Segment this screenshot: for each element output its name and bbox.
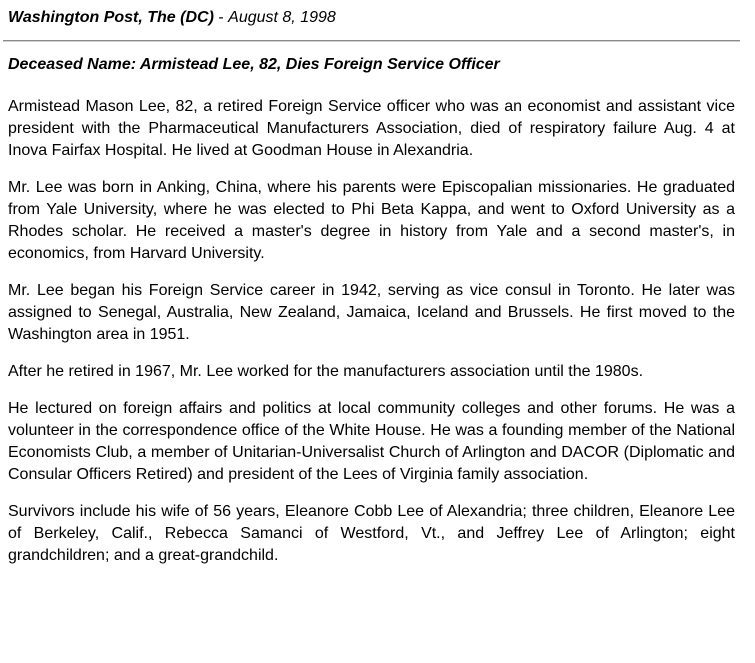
header-separator: - xyxy=(213,9,229,26)
header-divider xyxy=(3,40,740,42)
article-paragraph: After he retired in 1967, Mr. Lee worked for the manufacturers association until the 1980s. xyxy=(8,363,644,380)
article-paragraph: Armistead Mason Lee, 82, a retired Foreign Service officer who was an economist and assistant vice president with the Pharmaceutical Manufacturers Association, died of respiratory failure Aug. 4 at Inova Fairfax Hospital. He lived at Goodman House in Alexandria. xyxy=(8,98,735,159)
article-paragraph: Survivors include his wife of 56 years, Eleanore Cobb Lee of Alexandria; three children, Eleanore Lee of Berkeley, Calif., Rebecca Samanci of Westford, Vt., and Jeffrey Lee of Arlington; eight grandchildren; and a great-grandchild. xyxy=(8,503,735,564)
article-body xyxy=(8,96,735,582)
article-paragraph: He lectured on foreign affairs and politics at local community colleges and other forums. He was a volunteer in the correspondence office of the White House. He was a founding member of the National Economists Club, a member of Unitarian-Universalist Church of Arlington and DACOR (Diplomatic and Consular Officers Retired) and president of the Lees of Virginia family association. xyxy=(8,400,735,483)
article-paragraph: Mr. Lee began his Foreign Service career in 1942, serving as vice consul in Toronto. He later was assigned to Senegal, Australia, New Zealand, Jamaica, Iceland and Brussels. He first moved to the Washington area in 1951. xyxy=(8,282,735,343)
article-headline: Deceased Name: Armistead Lee, 82, Dies Foreign Service Officer xyxy=(8,56,500,73)
publication-date: August 8, 1998 xyxy=(228,9,336,26)
publication-source: Washington Post, The (DC) xyxy=(8,9,214,26)
article-paragraph: Mr. Lee was born in Anking, China, where his parents were Episcopalian missionaries. He graduated from Yale University, where he was elected to Phi Beta Kappa, and went to Oxford University as a Rhodes scholar. He received a master's degree in history from Yale and a second master's, in economics, from Harvard University. xyxy=(8,179,735,262)
publication-header xyxy=(8,7,336,29)
